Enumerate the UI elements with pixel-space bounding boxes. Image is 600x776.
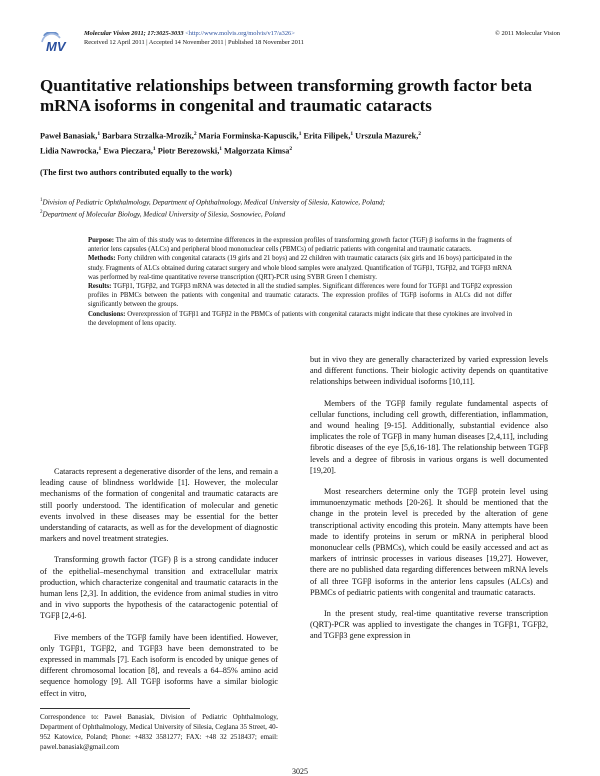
abstract-label: Methods:	[88, 255, 116, 263]
abstract-text: The aim of this study was to determine differences in the expression profiles of transforming growth factor (TGF) β isoforms in the fragments of anterior lens capsules (ALCs) and peripheral blood mononuclear cells (PBMCs) of pediatric patients with congenital and traumatic cataracts.	[88, 237, 512, 254]
author-name: Erita Filipek,	[303, 131, 351, 141]
body-paragraph: Five members of the TGFβ family have been identified. However, only TGFβ1, TGFβ2, and TGFβ3 have been demonstrated to be expressed in mammals [7]. Each isoform is encoded by unique genes of different chromosomal location [8], and reveals a 64–85% amino acid sequence homology [9]. All TGFβ isoforms have a similar biologic effect in vitro,	[40, 632, 278, 698]
abstract-label: Results:	[88, 283, 112, 291]
body-paragraph: Transforming growth factor (TGF) β is a strong candidate inducer of the epithelial–mesenchymal transition and extracellular matrix production, which characterize congenital and traumatic cataracts in the human lens [2,3]. In addition, the evidence from animal studies in vitro and in vivo supports the hypothesis of the cataractogenic potential of TGFβ [2,4-6].	[40, 555, 278, 621]
author-name: Urszula Mazurek,	[355, 131, 419, 141]
publication-dates: Received 12 April 2011 | Accepted 14 November 2011 | Published 18 November 2011	[84, 39, 304, 46]
molecular-vision-logo	[40, 32, 82, 54]
author-affiliation-mark: 1	[219, 145, 222, 152]
author-name: Barbara Strzalka-Mrozik,	[102, 131, 194, 141]
abstract-text: Overexpression of TGFβ1 and TGFβ2 in the PBMCs of patients with congenital cataracts might indicate that these cytokines are involved in the development of lens opacity.	[88, 310, 512, 327]
author-name: Malgorzata Kimsa	[224, 146, 290, 156]
body-paragraph: Members of the TGFβ family regulate fundamental aspects of cellular functions, including cell growth, differentiation, inflammation, and wound healing [9-15]. Additionally, substantial evidence also implicates the role of TGFβ in many human diseases [2,4,11], including fibrotic diseases of the eye [5,6,16-18]. The relationship between TGFβ levels and a degree of fibrosis in various organs is well documented [19,20].	[310, 398, 548, 475]
affiliation-mark: 2	[40, 209, 43, 215]
author-affiliation-mark: 2	[193, 131, 197, 137]
author-name: Paweł Banasiak,	[40, 131, 98, 141]
affiliation-mark: 1	[40, 198, 43, 203]
article-title: Quantitative relationships between transforming growth factor beta mRNA isoforms in congenital and traumatic cataracts	[40, 76, 533, 115]
abstract-purpose	[88, 236, 512, 254]
abstract-text: TGFβ1, TGFβ2, and TGFβ3 mRNA was detected in all the studied samples. Significant differences were found for TGFβ1 and TGFβ2 expression profiles in PBMCs between the patients with congenital and traumatic cataracts. The expression profiles of TGFβ isoforms in ALCs did not differ significantly between the groups.	[88, 283, 512, 309]
body-paragraph: Most researchers determine only the TGFβ protein level using immunoenzymatic methods [20-26]. It should be mentioned that the change in the protein level is preceded by the alteration of gene transcriptional activity encoding this protein. Many attempts have been made to identify proteins in serum or mRNA in peripheral blood mononuclear cells (PBMCs), which could be easily accessed and act as markers of intrinsic processes in various diseases [19,27]. However, there are no published data regarding differences between mRNA levels of all three TGFβ isoforms in the anterior lens capsules (ALCs) and PBMCs of pediatric patients with congenital and traumatic cataracts.	[310, 487, 548, 597]
abstract-label: Conclusions:	[88, 310, 126, 318]
page-number: 3025	[292, 767, 308, 776]
affiliation-line	[40, 196, 560, 208]
body-paragraph: but in vivo they are generally characterized by varied expression levels and different functions. Their biologic activity depends on quantitative relationships between individual isoforms [10,11].	[310, 355, 548, 387]
author-affiliation-mark: 1	[350, 131, 354, 137]
body-column-right	[310, 354, 548, 652]
author-name: Lidia Nawrocka,	[40, 146, 99, 156]
author-affiliation-mark: 2	[289, 145, 293, 152]
affiliation-text: Department of Molecular Biology, Medical University of Silesia, Sosnowiec, Poland	[42, 210, 286, 219]
affiliation-text: Division of Pediatric Ophthalmology, Department of Ophthalmology, Medical University of Silesia, Katowice, Poland;	[42, 198, 386, 207]
affiliations	[40, 196, 560, 220]
author-affiliation-mark: 1	[298, 131, 302, 137]
author-name: Piotr Berezowski,	[157, 146, 220, 156]
abstract	[88, 236, 512, 328]
abstract-label: Purpose:	[88, 237, 115, 244]
affiliation-line	[40, 208, 560, 220]
journal-name: Molecular Vision 2011; 17:3025-3033	[84, 30, 184, 37]
copyright-notice: © 2011 Molecular Vision	[495, 30, 560, 37]
abstract-results	[88, 282, 512, 310]
abstract-methods	[88, 254, 512, 282]
author-name: Ewa Pieczara,	[103, 146, 153, 156]
author-affiliation-mark: 2	[418, 131, 421, 137]
author-affiliation-mark: 1	[97, 131, 101, 137]
body-paragraph: In the present study, real-time quantitative reverse transcription (QRT)-PCR was applied to investigate the changes in TGFβ1, TGFβ2, and TGFβ3 gene expression in	[310, 609, 548, 641]
body-column-left	[40, 466, 278, 709]
journal-url-link[interactable]: <http://www.molvis.org/molvis/v17/a326>	[185, 30, 295, 37]
body-paragraph: Cataracts represent a degenerative disorder of the lens, and remain a leading cause of blindness worldwide [1]. However, the molecular mechanisms of the formation of congenital and traumatic cataracts are still poorly understood. The identification of molecular and genetic events involved in these diseases may be essential for the better understanding of cataracts, as well as for the development of diagnostic markers and novel treatment strategies.	[40, 467, 278, 544]
logo-text: MV	[46, 39, 66, 54]
journal-citation	[84, 30, 295, 38]
correspondence-footnote: Correspondence to: Paweł Banasiak, Division of Pediatric Ophthalmology, Department of Ophthalmology, Medical University of Silesia, Ceglana 35 Street, 40-952 Katowice, Poland; Phone: +4832 3581277; FAX: +48 32 2518437; email: pawel.banasiak@gmail.com	[40, 713, 278, 751]
author-affiliation-mark: 1	[98, 145, 102, 152]
footnote-divider	[40, 708, 190, 709]
abstract-conclusions	[88, 310, 512, 328]
author-list	[40, 128, 560, 157]
abstract-text: Forty children with congenital cataracts (19 girls and 21 boys) and 22 children with traumatic cataracts (six girls and 16 boys) participated in the study. Fragments of ALCs obtained during cataract surgery and whole blood samples were analyzed. Quantification of TGFβ1, TGFβ2, and TGFβ3 mRNA was performed by real-time quantitative reverse transcription (QRT)-PCR using SYBR Green I chemistry.	[88, 255, 512, 281]
author-affiliation-mark: 1	[152, 145, 156, 152]
journal-header	[40, 30, 560, 58]
equal-contribution-note: (The first two authors contributed equally to the work)	[40, 168, 232, 177]
author-name: Maria Forminska-Kapuscik,	[198, 131, 299, 141]
